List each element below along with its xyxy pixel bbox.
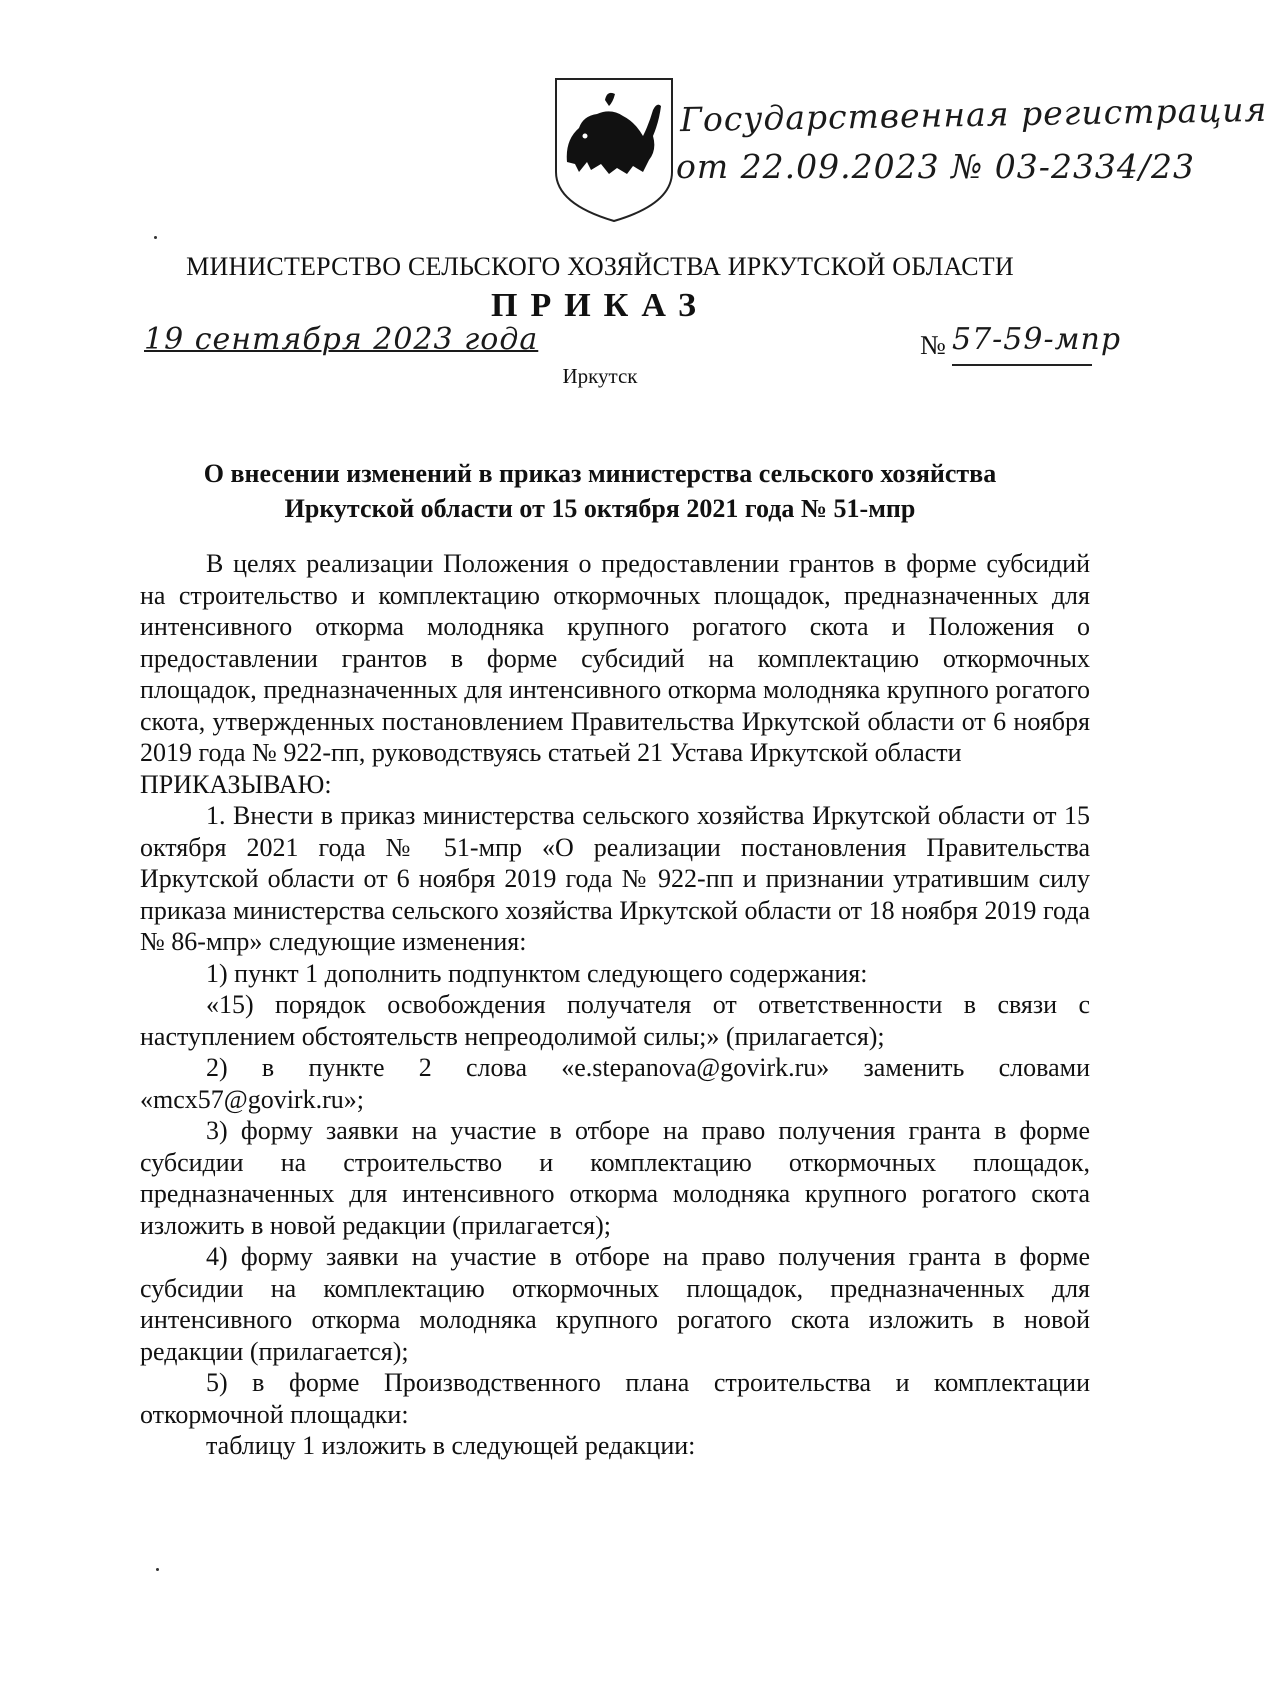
document-type-heading: ПРИКАЗ — [491, 287, 709, 324]
registration-handwritten-line1: Государственная регистрация — [679, 89, 1268, 140]
document-title — [140, 456, 1060, 526]
number-sign: № — [920, 330, 946, 360]
subclause-3-paragraph: 3) форму заявки на участие в отборе на право получения гранта в форме субсидии на строительство и комплектацию откормочных площадок, предназначенных для интенсивного откорма молодняка крупного рогатого скота изложить в новой редакции (прилагается); — [140, 1116, 1090, 1240]
new-item-15-paragraph: «15) порядок освобождения получателя от ответственности в связи с наступлением обстоятельств непреодолимой силы;» (прилагается); — [140, 990, 1090, 1051]
clause-1-paragraph: 1. Внести в приказ министерства сельского хозяйства Иркутской области от 15 октября 2021 года № 51-мпр «О реализации постановления Правительства Иркутской области от 6 ноября 2019 года № 922-пп и признании утратившим силу приказа министерства сельского хозяйства Иркутской области от 18 ноября 2019 года № 86-мпр» следующие изменения: — [140, 801, 1090, 956]
table-1-paragraph: таблицу 1 изложить в следующей редакции: — [206, 1431, 696, 1460]
order-word: ПРИКАЗЫВАЮ: — [140, 769, 332, 799]
city-name: Иркутск — [562, 364, 638, 388]
scan-speck — [156, 1568, 159, 1571]
subclause-1-paragraph: 1) пункт 1 дополнить подпунктом следующего содержания: — [206, 958, 868, 988]
ministry-name: МИНИСТЕРСТВО СЕЛЬСКОГО ХОЗЯЙСТВА ИРКУТСКОЙ ОБЛАСТИ — [186, 252, 1014, 281]
title-line-1: О внесении изменений в приказ министерства сельского хозяйства — [203, 459, 997, 488]
coat-of-arms-emblem — [553, 76, 675, 224]
subclause-5-paragraph: 5) в форме Производственного плана строительства и комплектации откормочной площадки: — [140, 1368, 1090, 1429]
subclause-4-paragraph: 4) форму заявки на участие в отборе на право получения гранта в форме субсидии на комплектацию откормочных площадок, предназначенных для интенсивного откорма молодняка крупного рогатого скота изложить в новой редакции (прилагается); — [140, 1242, 1090, 1366]
scan-speck — [154, 236, 157, 239]
document-body — [140, 548, 1090, 1462]
order-date-handwritten: 19 сентября 2023 года — [144, 322, 539, 357]
order-number-handwritten: 57-59-мпр — [952, 322, 1122, 357]
subclause-2-paragraph: 2) в пункте 2 слова «e.stepanova@govirk.ru» заменить словами «mcx57@govirk.ru»; — [140, 1053, 1090, 1114]
title-line-2: Иркутской области от 15 октября 2021 года № 51-мпр — [284, 494, 916, 523]
registration-handwritten-line2: от 22.09.2023 № 03-2334/23 — [676, 147, 1196, 186]
preamble-paragraph: В целях реализации Положения о предоставлении грантов в форме субсидий на строительство и комплектацию откормочных площадок, предназначенных для интенсивного откорма молодняка крупного рогатого скота и Положения о предоставлении грантов в форме субсидий на комплектацию откормочных площадок, предназначенных для интенсивного откорма молодняка крупного рогатого скота, утвержденных постановлением Правительства Иркутской области от 6 ноября 2019 года № 922-пп, руководствуясь статьей 21 Устава Иркутской области — [140, 549, 1090, 767]
